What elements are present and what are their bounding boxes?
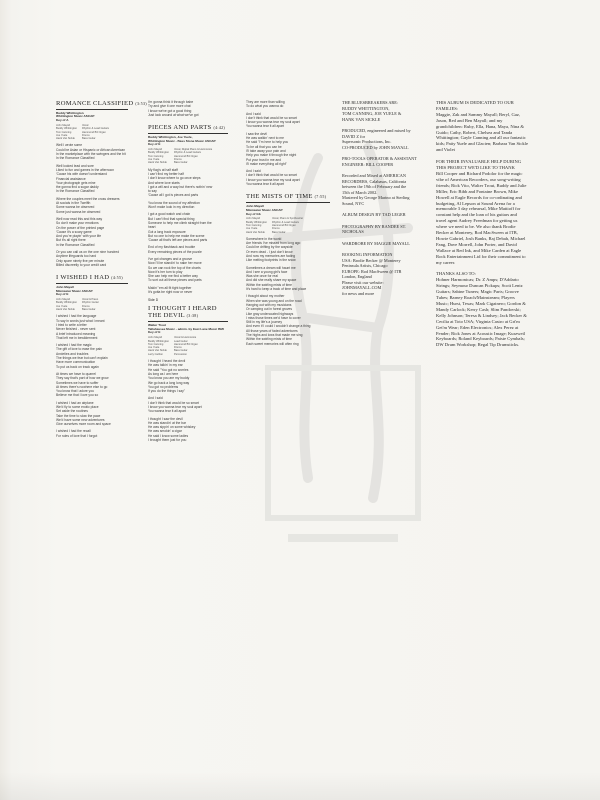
credit-row: Joe Yuele Drums: [148, 346, 182, 350]
songwriter: Buddy Whittington, Joe Yuele,: [148, 134, 193, 139]
producer-credit: PRODUCED, engineered and mixed by DAVID Z for Supersonic Productions, Inc. CO-PRODUCED by JOHN MAYALL: [342, 128, 411, 150]
credit-row: Buddy Whittington Rhythm Guitar: [56, 301, 99, 305]
design-credit: ALBUM DESIGN BY TAD LEGER: [342, 212, 406, 217]
lyrics-verse: At times we have to quarrel They say that's part of how we grow Sometimes we have to suffer At times there's nowhere else to go You know that I adore you Believe me that I love you so: [56, 371, 109, 398]
lyrics-column-3: [246, 100, 330, 349]
credit-row: Buddy Whittington Rhythm & Lead Guitars: [246, 220, 299, 224]
lyrics-verse: I wished I had an airplane We'd fly to some exotic place Set aside the routines Take the time to slow the pace We'd have some new adventures Give ourselves more room and space: [56, 400, 111, 427]
musician-credits: [246, 217, 330, 233]
credit-row: John Mayall Vocal: [56, 123, 89, 127]
lyrics-verse: Well I wrote some Could be Asian or Hispanic or African American In the marketplace with the swingers and the bit In the Romance Classified: [56, 143, 126, 161]
recording-info: Recorded and Mixed at AMERICAN RECORDERS, Calabasas, California between the 19th of February and the 15th of March 2002. Mastered by George Marino at Sterling Sound, NYC: [342, 173, 410, 206]
lyrics-column-2: [148, 100, 228, 445]
dedication-heading: THIS ALBUM IS DEDICATED TO OUR FAMILIES:: [436, 100, 514, 111]
song-title: I THOUGHT I HEARD THE DEVIL (3:38): [148, 305, 228, 322]
publisher: Whittington Music ASCAP: [56, 114, 95, 119]
credit-row: Joe Yuele Drums: [56, 304, 90, 308]
musician-credits: [148, 336, 228, 356]
song-title: I WISHED I HAD (4:55): [56, 274, 128, 284]
dedication-column: [436, 100, 528, 354]
credit-row: Joe Yuele Drums: [148, 158, 182, 162]
lyrics-verse: Or you can call us on the one nine hundred Anytime lifeguards too hard Only spare ninety five per minute Billed discreetly to your credit card: [56, 250, 120, 267]
thanks-also-heading: THANKS ALSO TO:: [436, 271, 476, 277]
lyrics-verse: And I said I don't think that would be so smart I know you wanna tear my soul apart You wanna tear it all apart: [246, 111, 300, 129]
credit-row: Joe Yuele Drums: [56, 133, 90, 137]
credit-row: John Mayall Vocal & Harmonica: [148, 336, 197, 340]
lyrics-verse: I thought I heard the devil He was talkin' in my ear He said "You got no worries As long as I am here You know you are my buddy We go back a long long way You got no problems If you do the things I say": [148, 359, 190, 394]
credit-row: Buddy Whittington Lead Guitar: [148, 339, 188, 343]
wardrobe-credit: WARDROBE BY MAGGIE MAYALL: [342, 240, 410, 246]
song-title: ROMANCE CLASSIFIED (3:53): [56, 100, 128, 110]
song-key: Key of E: [56, 292, 69, 297]
lyrics-verse: I wished I had the recall For rules of love that I forgot: [56, 429, 98, 438]
credit-row: Tom Canning Hammond B3 Organ: [148, 154, 198, 158]
song-title: PIECES AND PARTS (4:42): [148, 124, 228, 134]
credit-row: Hank Van Sickle Bass Guitar: [148, 349, 188, 353]
lyrics-verse: I'm gonna think it through babe Try and give it one more chat I know we've got a good thing Just look around at what we've got: [148, 100, 199, 117]
publisher: Mixmaster Music ASCAP: [246, 207, 283, 212]
lyrics-verse: They are more than willing To do what you wanna do: [246, 100, 285, 109]
credit-row: Hank Van Sickle Bass Guitar: [56, 137, 96, 141]
songwriter: Buddy Whittington: [56, 110, 84, 115]
publisher: Whittington Music - Bass Stone Music ASCAP: [148, 138, 216, 143]
song-key: Key of A: [56, 118, 69, 123]
lyrics-verse: And I said I don't think that would be so smart I know you wanna tear my soul apart You wanna tear it all apart: [246, 169, 300, 187]
credit-row: Tom Canning Hammond B3 Organ: [148, 342, 198, 346]
dedication-text: Maggie, Zak and Sammy Mayall; Beryl, Gaz, Jason, Red and Ben Mayall; and my grandchildren: Ruby, Ella, Hana, Maya, Nina & Guido; Cathy, Robert, Chelsea and Tanda Whittington; Gayle Canning and all our fantastic kids; Patty Yuele and Glacien; Barbara Van Sickle and Violet: [436, 111, 528, 153]
lyrics-verse: You know the sound of my affection Won't make look in my direction: [148, 200, 200, 210]
side-label: Side D: [148, 298, 159, 303]
song-key: Key of Gb: [246, 211, 261, 216]
songwriter: John Mayall: [56, 284, 74, 289]
musician-credits: [56, 298, 128, 311]
thanks-heading: FOR THEIR INVALUABLE HELP DURING THIS PROJECT WE'D LIKE TO THANK: [436, 159, 522, 171]
lyrics-verse: I got a good watch and chain But I can't find that special thing Someone to help me climb straight from the heart Got a long track exposure But no one to help me make the scene 'Cause all that's left are pieces and parts: [148, 212, 212, 243]
musician-credits: [148, 148, 228, 164]
lyrics-verse: I've got changes and a groove Now I'll be standin' to nake her move So we can rock the top of the charts Now it's her turn to play She can help me find a better way To sort out all these pieces and parts: [148, 257, 202, 283]
musician-credits: [56, 124, 128, 140]
lyrics-verse: Somewhere in the world Are friends I've missed from long ago Could be drifting by the wayside Or even dead - I just don't know And now my memories are fading Like melting footprints in the snow: [246, 236, 301, 263]
credit-row: Hank Van Sickle Bass Guitar: [56, 308, 96, 312]
song-key: Key of E: [148, 142, 161, 147]
lyrics-verse: Well now read this and this way So don't make your emotions On the power of the printed page 'Cause it's a scary game And you're playin' with your life But it's all right there In the Romance Classified: [56, 216, 105, 247]
publisher: Mixmaster Music ASCAP: [56, 288, 93, 293]
song-key: Key of E: [148, 330, 161, 335]
booking-info: BOOKING INFORMATION USA: Brodie Becker @ Monterey Peninsula Artists, Chicago EUROPE: Rod MacSween @ ITB London, England Please visit our website: JOHNMAYALL.COM for news and more: [342, 252, 402, 296]
credit-row: Joe Yuele Drums: [246, 227, 280, 231]
credit-row: Tom Canning Hammond B3 Organ: [56, 130, 106, 134]
album-credits-column: [342, 100, 418, 302]
lyrics-verse: I thought about my mother When she was young and on the road Hanging out with my musicians Or camping out in forest groves Like gray undercoated highways I miss those times we'd have to cover Still in my life's a journey And even if I could I wouldn't change a thing All those years of faded adventures The highs and lows that made me sing Within the swirling mists of time Each sweet memories will often ring: [246, 294, 311, 346]
lyrics-verse: End of my flashback and trouble Every remaining pieces of the puzzle: [148, 245, 202, 254]
credit-row: Buddy Whittington Rhythm & Lead Guitars: [56, 127, 109, 131]
lyrics-verse: And I said I don't think that would be so smart I know you wanna tear my soul apart You wanna tear it all apart: [148, 396, 202, 414]
thanks-text: Bill Cooper and Richard Podolor for the magic vibe of American Recorders, our song-writing friends; Rick Vito, Walter Trout, Buddy and Julie Miller, Eric Bibb and Fontaine Brown, Mike Howell at Eagle Records for co-ordinating and budgeting, Al Lepson at Sound Arena for a memorable 3 day rehearsal, Mike Mattioff for constant help and the loan of his guitars and travel agent Audrey Freedman for getting us where we need to be. We also thank Brodie Becker at Monterey, Rod MacSween at ITB, Howie Gabriel, Josh Banks, Raj Debah, Michael Fang, Dave Morrell, John Porter, and David Wallace at Red Ink, and Mike Carden at Eagle Rock Entertainment Ltd for their commitment to my career.: [436, 170, 527, 265]
engineer-credit: PRO-TOOLS OPERATOR & ASSISTANT ENGINEER: BILL COOPER: [342, 156, 417, 167]
song-title: THE MISTS OF TIME (7:55): [246, 193, 330, 203]
credit-row: John Mayall Vocal, Digital Piano & Harmonica: [148, 148, 213, 152]
lyrics-verse: I thought I saw the devil He was standin' at the bar He was sippin' on some whiskey He was smokin' a cigar He said I know some ladies I brought them just for you: [148, 416, 196, 443]
lyrics-verse: Sometimes a dream will haunt me And I see a young girl's face Was she once for real And did she really share my space Within the swirling mists of time It's hard to keep a track of time and place: [246, 265, 307, 292]
lyrics-verse: Where the couples meet the cross dressers At socials in the Twelfth Some wanna be observed Some just wanna be observed: [56, 196, 120, 214]
credit-row: John Mayall Vocal, Piano & Synthesizer: [246, 217, 304, 221]
band-members-heading: THE BLUESBREAKERS ARE: BUDDY WHITTINGTON, TOM CANNING, JOE YUELE & HANK VAN SICKLE: [342, 100, 402, 122]
lyrics-verse: I wished I had the magic The gift of love to ease the pain Anxieties and troubles The things we fear but can't explain Have more communication To put us back on track again: [56, 343, 108, 369]
credit-row: John Mayall Vocal & Piano: [56, 298, 99, 302]
credit-row: Buddy Whittington Rhythm & Lead Guitars: [148, 151, 201, 155]
credit-row: Hank Van Sickle Bass Guitar: [246, 230, 286, 234]
thanks-also-text: Hohner Harmonicas; Dr. Z Amps; D'Addario Strings; Seymour Duncan Pickups; Scott Lentz Guitars; Sabine Tuners; Magic Parts; Groove Tubes; Barney Roach/Mainstream; Players Music; Hurst, Texas; Mark Cigainero; Gordon & Mandy Carlock; Kerry Cash; Slim Pandovski; Kelly Johnson; Teresa & Lindsey; Jack Becker & Cecilia at Toto USA; Virginia Castro at Grt'm Get'm Wear; Eden Electronics; Alex Perez at Fender; Rick Jones at Acoustic Image; Kurzweil Keyboards; Roland Keyboards; Paiste Cymbals; DW Drum Workshop; Regal Tip Drumsticks.: [436, 277, 527, 348]
publisher: Tallahassee Music - admin. by East Lane Music BMI: [148, 326, 224, 331]
songwriter: John Mayall: [246, 203, 264, 208]
credit-row: Larry Carlton Percussion: [148, 352, 187, 356]
credit-row: Hank Van Sickle Bass Guitar: [148, 161, 188, 165]
lyrics-verse: I wished I had the language To say in words just what I meant I tried to write a letter Never finished - never sent A brief introduced meaning That left me in bewilderment: [56, 314, 105, 340]
lyrics-verse: Makin' 'em all fit tight together It's gotta be right now or never: [148, 285, 193, 295]
photography-credit: PHOTOGRAPHY BY RANDEE ST. NICHOLAS: [342, 223, 406, 234]
lyrics-column-1: [56, 100, 147, 441]
songwriter: Walter Trout: [148, 322, 166, 327]
lyrics-verse: Well looked lead and sore Liked to fun and games in the afternoon 'Cause his wife doesn't understand Financial assistance Your photograph gets mine the gonna find a sugar daddy In the Romance Classified: [56, 163, 115, 194]
credit-row: Tom Canning Hammond B3 Organ: [246, 223, 296, 227]
lyrics-verse: My flag's at half staff I can't find my better half I don't know where to go once steps And where love starts I got a will and a way but there's nothin' new to say 'Cause all I got is pieces and parts: [148, 167, 213, 198]
lyrics-verse: I saw the devil He was walkin' next to me He said "I'm here to help you To be all that you can be I'll take away your pain and Help you make it through the night Put your trust in me and I'll make everything all right": [246, 131, 297, 166]
